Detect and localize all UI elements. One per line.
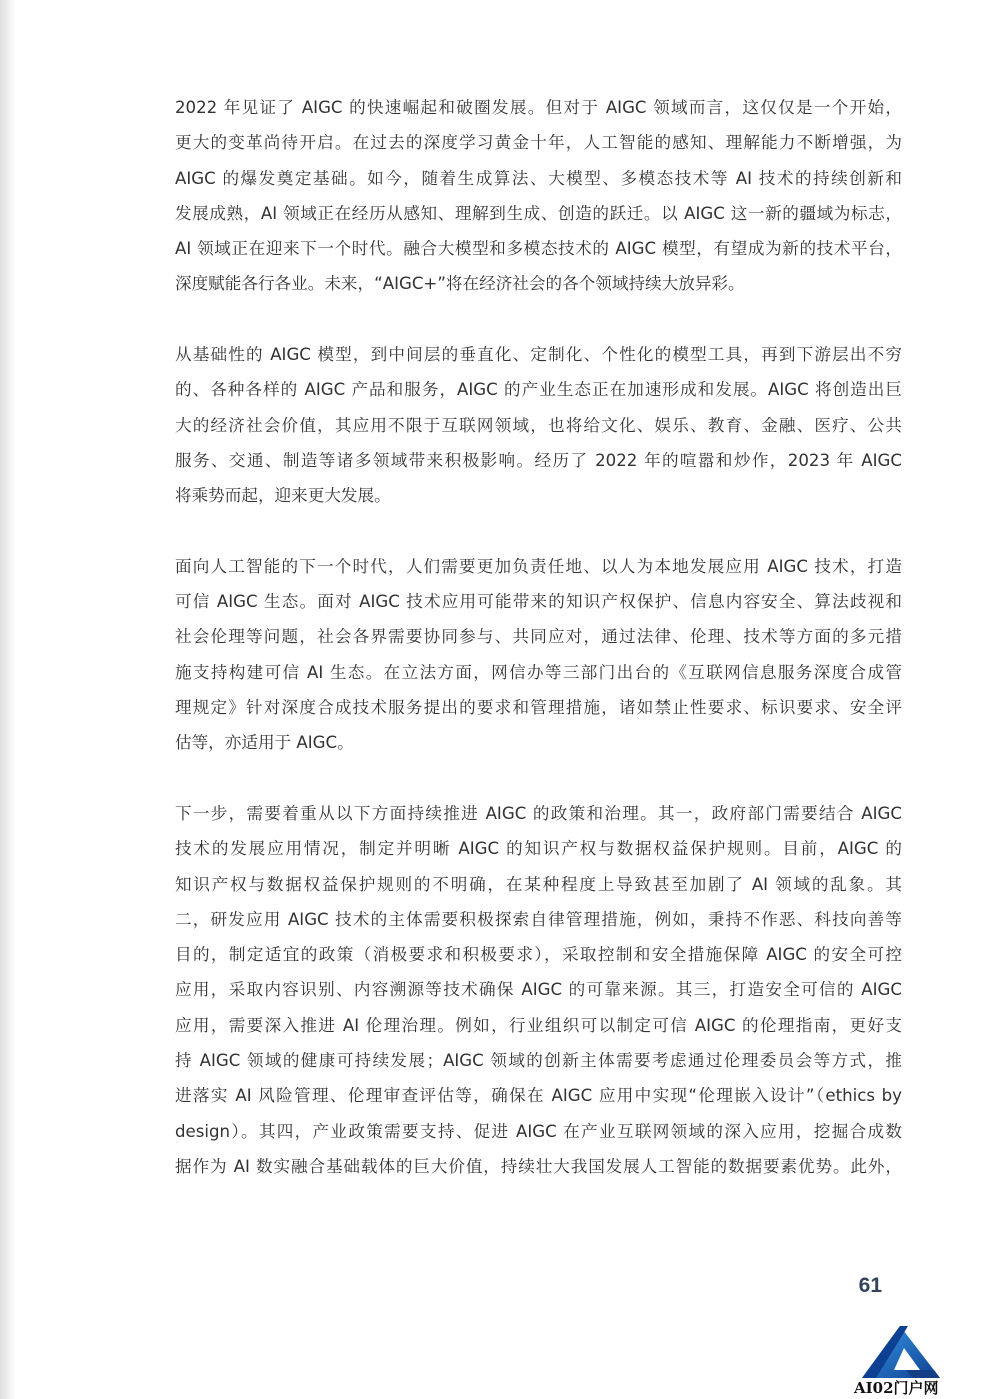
text-line: 大的经济社会价值，其应用不限于互联网领域，也将给文化、娱乐、教育、金融、医疗、公共 <box>175 415 902 435</box>
text-line: 施支持构建可信 AI 生态。在立法方面，网信办等三部门出台的《互联网信息服务深度合成管 <box>175 662 902 682</box>
text-line: 下一步，需要着重从以下方面持续推进 AIGC 的政策和治理。其一，政府部门需要结合 AIGC <box>175 803 902 823</box>
text-line: AI 领域正在迎来下一个时代。融合大模型和多模态技术的 AIGC 模型，有望成为新的技术平台， <box>175 239 902 259</box>
text-line: 将乘势而起，迎来更大发展。 <box>175 486 391 506</box>
text-line: 据作为 AI 数实融合基础载体的巨大价值，持续壮大我国发展人工智能的数据要素优势。此外， <box>175 1156 902 1176</box>
text-line: design）。其四，产业政策需要支持、促进 AIGC 在产业互联网领域的深入应用，挖掘合成数 <box>175 1121 902 1141</box>
text-line: 估等，亦适用于 AIGC。 <box>175 733 354 753</box>
paragraph-2 <box>175 337 902 513</box>
body-text <box>175 90 902 1184</box>
text-line: 发展成熟，AI 领域正在经历从感知、理解到生成、创造的跃迁。以 AIGC 这一新的疆域为标志， <box>175 203 902 223</box>
text-line: 技术的发展应用情况，制定并明晰 AIGC 的知识产权与数据权益保护规则。目前，AIGC 的 <box>175 839 902 859</box>
text-line: AIGC 的爆发奠定基础。如今，随着生成算法、大模型、多模态技术等 AI 技术的持续创新和 <box>175 168 902 188</box>
text-line: 更大的变革尚待开启。在过去的深度学习黄金十年，人工智能的感知、理解能力不断增强，为 <box>175 133 902 153</box>
text-line: 2022 年见证了 AIGC 的快速崛起和破圈发展。但对于 AIGC 领域而言，这仅仅是一个开始， <box>175 98 902 117</box>
text-line: 面向人工智能的下一个时代，人们需要更加负责任地、以人为本地发展应用 AIGC 技术，打造 <box>175 556 902 576</box>
paragraph-4 <box>175 796 902 1184</box>
logo-icon <box>862 1326 940 1378</box>
text-line: 进落实 AI 风险管理、伦理审查评估等，确保在 AIGC 应用中实现“伦理嵌入设计”（ethics by <box>175 1086 902 1106</box>
watermark-text: AI02门户网 <box>854 1379 939 1397</box>
text-line: 应用，需要深入推进 AI 伦理治理。例如，行业组织可以制定可信 AIGC 的伦理指南，更好支 <box>175 1015 902 1035</box>
text-line: 二，研发应用 AIGC 技术的主体需要积极探索自律管理措施，例如，秉持不作恶、科技向善等 <box>175 909 902 929</box>
text-line: 深度赋能各行各业。未来，“AIGC+”将在经济社会的各个领域持续大放异彩。 <box>175 274 745 294</box>
text-line: 目的，制定适宜的政策（消极要求和积极要求），采取控制和安全措施保障 AIGC 的安全可控 <box>175 945 902 965</box>
text-line: 的、各种各样的 AIGC 产品和服务，AIGC 的产业生态正在加速形成和发展。AIGC 将创造出巨 <box>175 380 902 400</box>
paragraph-1 <box>175 90 902 302</box>
text-line: 社会伦理等问题，社会各界需要协同参与、共同应对，通过法律、伦理、技术等方面的多元措 <box>175 627 902 647</box>
text-line: 从基础性的 AIGC 模型，到中间层的垂直化、定制化、个性化的模型工具，再到下游层出不穷 <box>175 345 902 365</box>
paragraph-3 <box>175 549 902 761</box>
text-line: 可信 AIGC 生态。面对 AIGC 技术应用可能带来的知识产权保护、信息内容安全、算法歧视和 <box>175 592 902 612</box>
page-number: 61 <box>858 1274 882 1297</box>
page-edge-shadow <box>0 0 16 1399</box>
text-line: 持 AIGC 领域的健康可持续发展；AIGC 领域的创新主体需要考虑通过伦理委员会等方式，推 <box>175 1051 902 1071</box>
text-line: 服务、交通、制造等诸多领域带来积极影响。经历了 2022 年的喧嚣和炒作，2023 年 AIGC <box>175 450 902 470</box>
text-line: 理规定》针对深度合成技术服务提出的要求和管理措施，诸如禁止性要求、标识要求、安全评 <box>175 698 902 718</box>
text-line: 知识产权与数据权益保护规则的不明确，在某种程度上导致甚至加剧了 AI 领域的乱象。其 <box>175 874 902 894</box>
text-line: 应用，采取内容识别、内容溯源等技术确保 AIGC 的可靠来源。其三，打造安全可信的 AIGC <box>175 980 902 1000</box>
